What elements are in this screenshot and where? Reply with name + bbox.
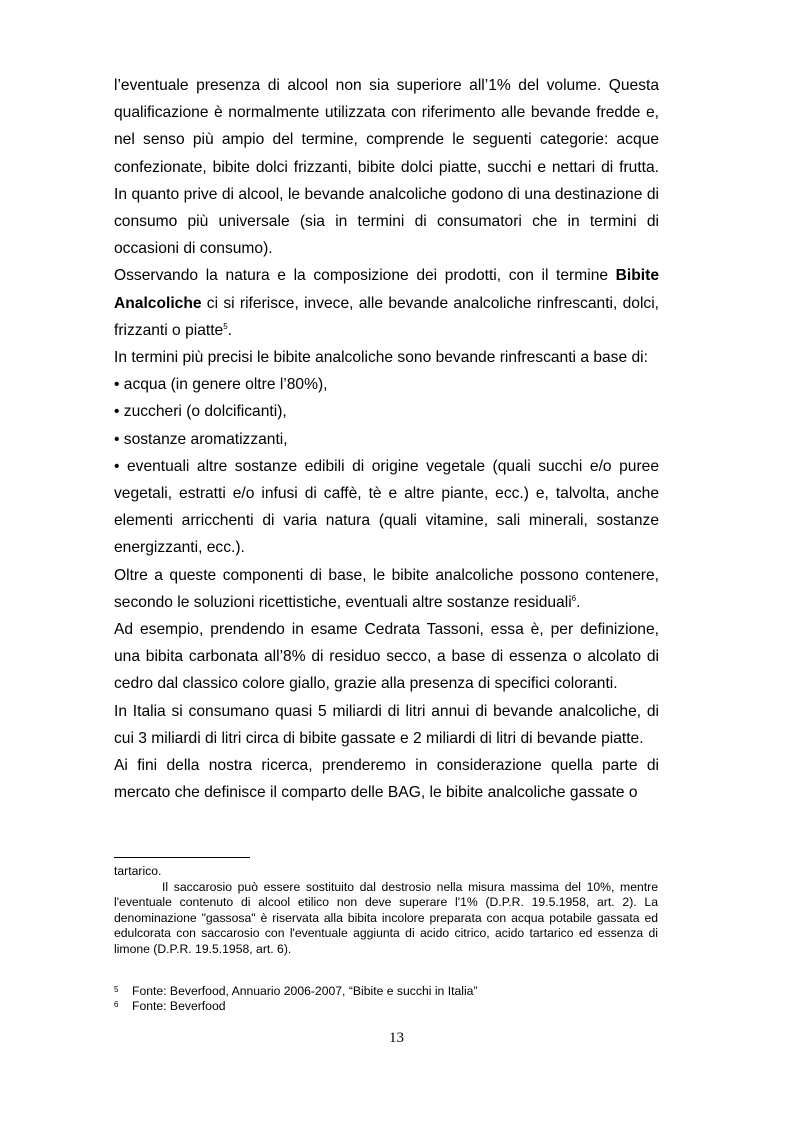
footnote-ref[interactable]: 5 (223, 321, 228, 331)
bullet-item: • zuccheri (o dolcificanti), (114, 403, 287, 421)
paragraph-text: . (227, 321, 233, 339)
footnote-item (114, 984, 658, 1000)
paragraph-text: Oltre a queste componenti di base, le bibite analcoliche possono contenere, secondo le soluzioni ricettistiche, eventuali altre sostanze residuali (114, 566, 659, 611)
bullet-item: • acqua (in genere oltre l’80%), (114, 376, 328, 394)
bullet-item: • sostanze aromatizzanti, (114, 430, 288, 448)
paragraph: Ai fini della nostra ricerca, prenderemo in considerazione quella parte di mercato che definisce il comparto delle BAG, le bibite analcoliche gassate o (114, 757, 659, 802)
footnote-continuation: Il saccarosio può essere sostituito dal destrosio nella misura massima del 10%, mentre l'eventuale contenuto di alcool etilico non deve superare l'1% (D.P.R. 19.5.1958, art. 2). La denominazione "gassosa" è riservata alla bibita incolore preparata con acqua potabile gassata ed edulcorata con saccarosio con l'eventuale aggiunta di acido citrico, acido tartarico ed essenza di limone (D.P.R. 19.5.1958, art. 6). (114, 879, 658, 956)
paragraph (114, 562, 659, 616)
paragraph: Ad esempio, prendendo in esame Cedrata Tassoni, essa è, per definizione, una bibita carbonata all’8% di residuo secco, a base di essenza o alcolato di cedro dal classico colore giallo, grazie alla presenza di specifici coloranti. (114, 621, 659, 693)
footnote-number: 5 (114, 984, 119, 994)
body-text (114, 72, 659, 806)
footnote-ref[interactable]: 6 (571, 593, 577, 603)
paragraph: In Italia si consumano quasi 5 miliardi di litri annui di bevande analcoliche, di cui 3 miliardi di litri circa di bibite gassate e 2 miliardi di litri di bevande piatte. (114, 702, 659, 747)
footnotes (114, 864, 658, 1015)
footnote-text: Fonte: Beverfood (132, 999, 226, 1014)
footnote-number: 6 (114, 1000, 119, 1010)
page-number: 13 (389, 1030, 404, 1046)
paragraph-text: . (576, 593, 581, 611)
footnote-divider (114, 857, 250, 858)
paragraph: l’eventuale presenza di alcool non sia superiore all’1% del volume. Questa qualificazione è normalmente utilizzata con riferimento alle bevande fredde e, nel senso più ampio del termine, comprende le seguenti categorie: acque confezionate, bibite dolci frizzanti, bibite dolci piatte, succhi e nettari di frutta. In quanto prive di alcool, le bevande analcoliche godono di una destinazione di consumo più universale (sia in termini di consumatori che in termini di occasioni di consumo). (114, 77, 659, 258)
paragraph-text: ci si riferisce, invece, alle bevande analcoliche rinfrescanti, dolci, frizzanti o piatte (114, 294, 659, 339)
paragraph-text: Osservando la natura e la composizione dei prodotti, con il termine (114, 267, 616, 285)
bullet-item: • eventuali altre sostanze edibili di origine vegetale (quali succhi e/o puree vegetali, estratti e/o infusi di caffè, tè e altre piante, ecc.) e, talvolta, anche elementi arricchenti di varia natura (quali vitamine, sali minerali, sostanze energizzanti, ecc.). (114, 457, 659, 557)
footnote-item (114, 999, 658, 1015)
bold-term: Bibite Analcoliche (114, 267, 659, 312)
footnote-text: Fonte: Beverfood, Annuario 2006-2007, “Bibite e succhi in Italia” (132, 983, 478, 998)
footnote-spacer (114, 958, 658, 984)
footnote-continuation: tartarico. (114, 864, 162, 878)
paragraph (114, 262, 659, 344)
paragraph: In termini più precisi le bibite analcoliche sono bevande rinfrescanti a base di: (114, 349, 648, 367)
